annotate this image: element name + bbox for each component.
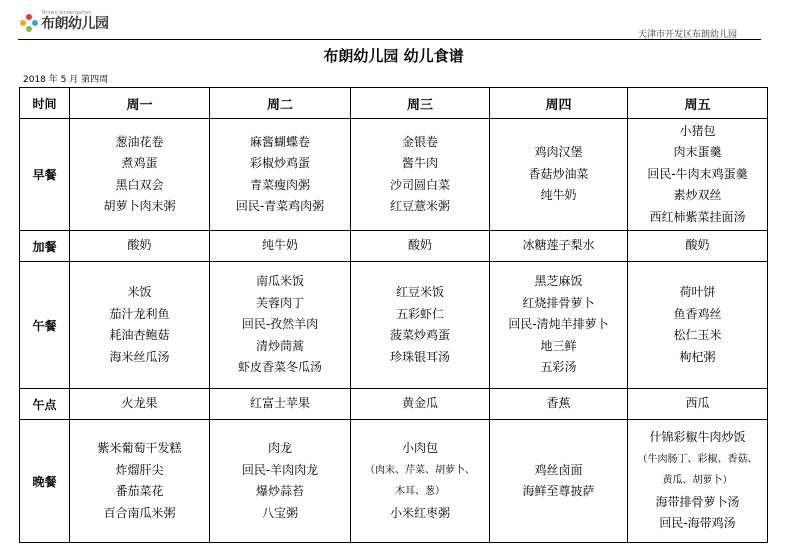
dish-item: 黄金瓜 xyxy=(401,396,438,411)
dish-item: 葱油花卷 xyxy=(115,134,164,149)
logo-dot xyxy=(20,20,26,26)
dish-item: 五彩虾仁 xyxy=(395,306,444,321)
dish-item: 鱼香鸡丝 xyxy=(673,306,722,321)
dish-item: 炸熘肝尖 xyxy=(115,462,164,477)
menu-cell xyxy=(70,231,210,262)
dish-item: 彩椒炒鸡蛋 xyxy=(249,156,310,170)
dish-item: 清炒茼蒿 xyxy=(255,338,304,353)
dish-item: 黑白双会 xyxy=(115,177,164,192)
logo-dot xyxy=(26,14,32,20)
menu-cell xyxy=(628,119,768,231)
dish-item: 鸡肉汉堡 xyxy=(534,145,583,160)
menu-cell xyxy=(490,420,628,543)
menu-cell xyxy=(628,231,768,262)
dish-item: （牛肉肠丁、彩椒、香菇、 xyxy=(637,453,758,465)
dish-item: 酱牛肉 xyxy=(401,156,438,170)
dish-item: 西红柿紫菜挂面汤 xyxy=(649,209,746,224)
meal-label: 午点 xyxy=(20,389,70,420)
day-header: 周二 xyxy=(210,88,351,119)
menu-cell xyxy=(628,389,768,420)
dish-item: 虾皮香菜冬瓜汤 xyxy=(237,360,322,375)
header-divider xyxy=(18,39,761,40)
corner-header: 时间 xyxy=(20,88,70,119)
menu-cell xyxy=(210,420,351,543)
menu-cell xyxy=(210,231,351,262)
dish-item: 麻酱蝴蝶卷 xyxy=(249,134,310,149)
menu-cell xyxy=(490,389,628,420)
menu-cell xyxy=(490,119,628,231)
menu-cell xyxy=(490,231,628,262)
menu-cell xyxy=(351,231,490,262)
dish-item: 芙蓉肉丁 xyxy=(255,295,304,310)
day-header: 周三 xyxy=(351,88,490,119)
dish-item: 荷叶饼 xyxy=(679,285,716,299)
day-header: 周一 xyxy=(70,88,210,119)
dish-item: 红豆米饭 xyxy=(395,285,444,299)
dish-item: 松仁玉米 xyxy=(673,328,722,342)
dish-item: （肉末、芹菜、胡萝卜、 xyxy=(365,464,475,476)
menu-cell xyxy=(628,262,768,389)
dish-item: 纯牛奶 xyxy=(540,188,577,203)
dish-item: 回民-孜然羊肉 xyxy=(241,317,319,332)
meal-label: 早餐 xyxy=(20,119,70,231)
dish-item: 火龙果 xyxy=(121,396,158,411)
menu-cell xyxy=(70,420,210,543)
dish-item: 香菇炒油菜 xyxy=(528,166,589,181)
dish-item: 什锦彩椒牛肉炒饭 xyxy=(649,430,746,445)
dish-item: 小肉包 xyxy=(401,441,438,455)
dish-item: 酸奶 xyxy=(127,238,152,253)
menu-date: 2018 年 5 月 第四周 xyxy=(23,75,109,85)
dish-item: 红豆薏米粥 xyxy=(389,199,450,213)
dish-item: 纯牛奶 xyxy=(261,238,298,253)
day-header: 周四 xyxy=(490,88,628,119)
menu-cell xyxy=(210,119,351,231)
meal-label: 加餐 xyxy=(20,231,70,262)
meal-row xyxy=(20,389,768,420)
dish-item: 素炒双丝 xyxy=(673,188,722,203)
header-school-name: 天津市开发区布朗幼儿园 xyxy=(637,30,737,40)
header-row xyxy=(20,88,768,119)
dish-item: 红富士苹果 xyxy=(249,396,310,411)
dish-item: 肉末蛋羹 xyxy=(673,145,722,160)
menu-cell xyxy=(351,389,490,420)
meal-row xyxy=(20,119,768,231)
meal-row xyxy=(20,420,768,543)
menu-cell xyxy=(210,389,351,420)
dish-item: 五彩汤 xyxy=(540,360,577,375)
dish-item: 黑芝麻饭 xyxy=(534,274,583,289)
meal-label: 晚餐 xyxy=(20,420,70,543)
dish-item: 紫米葡萄干发糕 xyxy=(97,441,182,455)
dish-item: 枸杞粥 xyxy=(679,349,716,364)
dish-item: 回民-羊肉肉龙 xyxy=(241,462,319,477)
dish-item: 回民-清炖羊排萝卜 xyxy=(508,317,609,332)
dish-item: 黄瓜、胡萝卜） xyxy=(662,475,733,487)
menu-cell xyxy=(351,119,490,231)
menu-cell xyxy=(351,420,490,543)
menu-cell xyxy=(70,389,210,420)
dish-item: 香蕉 xyxy=(546,396,571,411)
dish-item: 小猪包 xyxy=(679,123,716,138)
meal-row xyxy=(20,262,768,389)
dish-item: 百合南瓜米粥 xyxy=(103,505,176,520)
dish-item: 红烧排骨萝卜 xyxy=(522,295,595,310)
dish-item: 爆炒蒜苔 xyxy=(255,484,304,498)
logo xyxy=(20,10,109,36)
dish-item: 青菜瘦肉粥 xyxy=(249,177,310,192)
dish-item: 地三鲜 xyxy=(540,338,577,353)
dish-item: 煮鸡蛋 xyxy=(121,156,158,170)
dish-item: 西瓜 xyxy=(685,396,710,411)
meal-row xyxy=(20,231,768,262)
dish-item: 回民-海带鸡汤 xyxy=(659,516,736,531)
logo-subtext: Brown kindergarten xyxy=(42,10,92,16)
logo-text: 布朗幼儿园 xyxy=(41,16,109,32)
dish-item: 肉龙 xyxy=(267,441,292,455)
logo-mark xyxy=(20,14,38,32)
page-title: 布朗幼儿园 幼儿食谱 xyxy=(323,47,464,65)
dish-item: 耗油杏鲍菇 xyxy=(109,328,170,342)
dish-item: 木耳、葱） xyxy=(395,486,445,497)
dish-item: 小米红枣粥 xyxy=(389,505,450,520)
dish-item: 胡萝卜肉末粥 xyxy=(103,199,176,213)
dish-item: 沙司圆白菜 xyxy=(389,177,450,192)
meal-label: 午餐 xyxy=(20,262,70,389)
logo-dot xyxy=(32,20,38,26)
dish-item: 菠菜炒鸡蛋 xyxy=(389,328,450,342)
dish-item: 海带排骨萝卜汤 xyxy=(655,494,740,509)
menu-cell xyxy=(70,262,210,389)
dish-item: 酸奶 xyxy=(407,238,432,253)
menu-cell xyxy=(490,262,628,389)
day-header: 周五 xyxy=(628,88,768,119)
dish-item: 回民-牛肉末鸡蛋羹 xyxy=(647,166,748,181)
dish-item: 八宝粥 xyxy=(261,505,298,520)
logo-dot xyxy=(26,26,32,32)
menu-cell xyxy=(70,119,210,231)
dish-item: 冰糖莲子梨水 xyxy=(522,238,595,253)
dish-item: 番茄菜花 xyxy=(115,484,164,498)
dish-item: 海米丝瓜汤 xyxy=(109,349,170,364)
menu-cell xyxy=(210,262,351,389)
menu-cell xyxy=(628,420,768,543)
dish-item: 海鲜至尊披萨 xyxy=(522,484,595,498)
menu-cell xyxy=(351,262,490,389)
dish-item: 南瓜米饭 xyxy=(255,274,304,289)
dish-item: 回民-青菜鸡肉粥 xyxy=(235,199,325,213)
dish-item: 米饭 xyxy=(127,285,152,299)
dish-item: 金银卷 xyxy=(401,134,438,149)
menu-table xyxy=(19,87,768,543)
dish-item: 酸奶 xyxy=(685,238,710,253)
dish-item: 茄汁龙利鱼 xyxy=(109,306,170,321)
dish-item: 珍珠银耳汤 xyxy=(389,349,450,364)
dish-item: 鸡丝卤面 xyxy=(534,462,583,477)
